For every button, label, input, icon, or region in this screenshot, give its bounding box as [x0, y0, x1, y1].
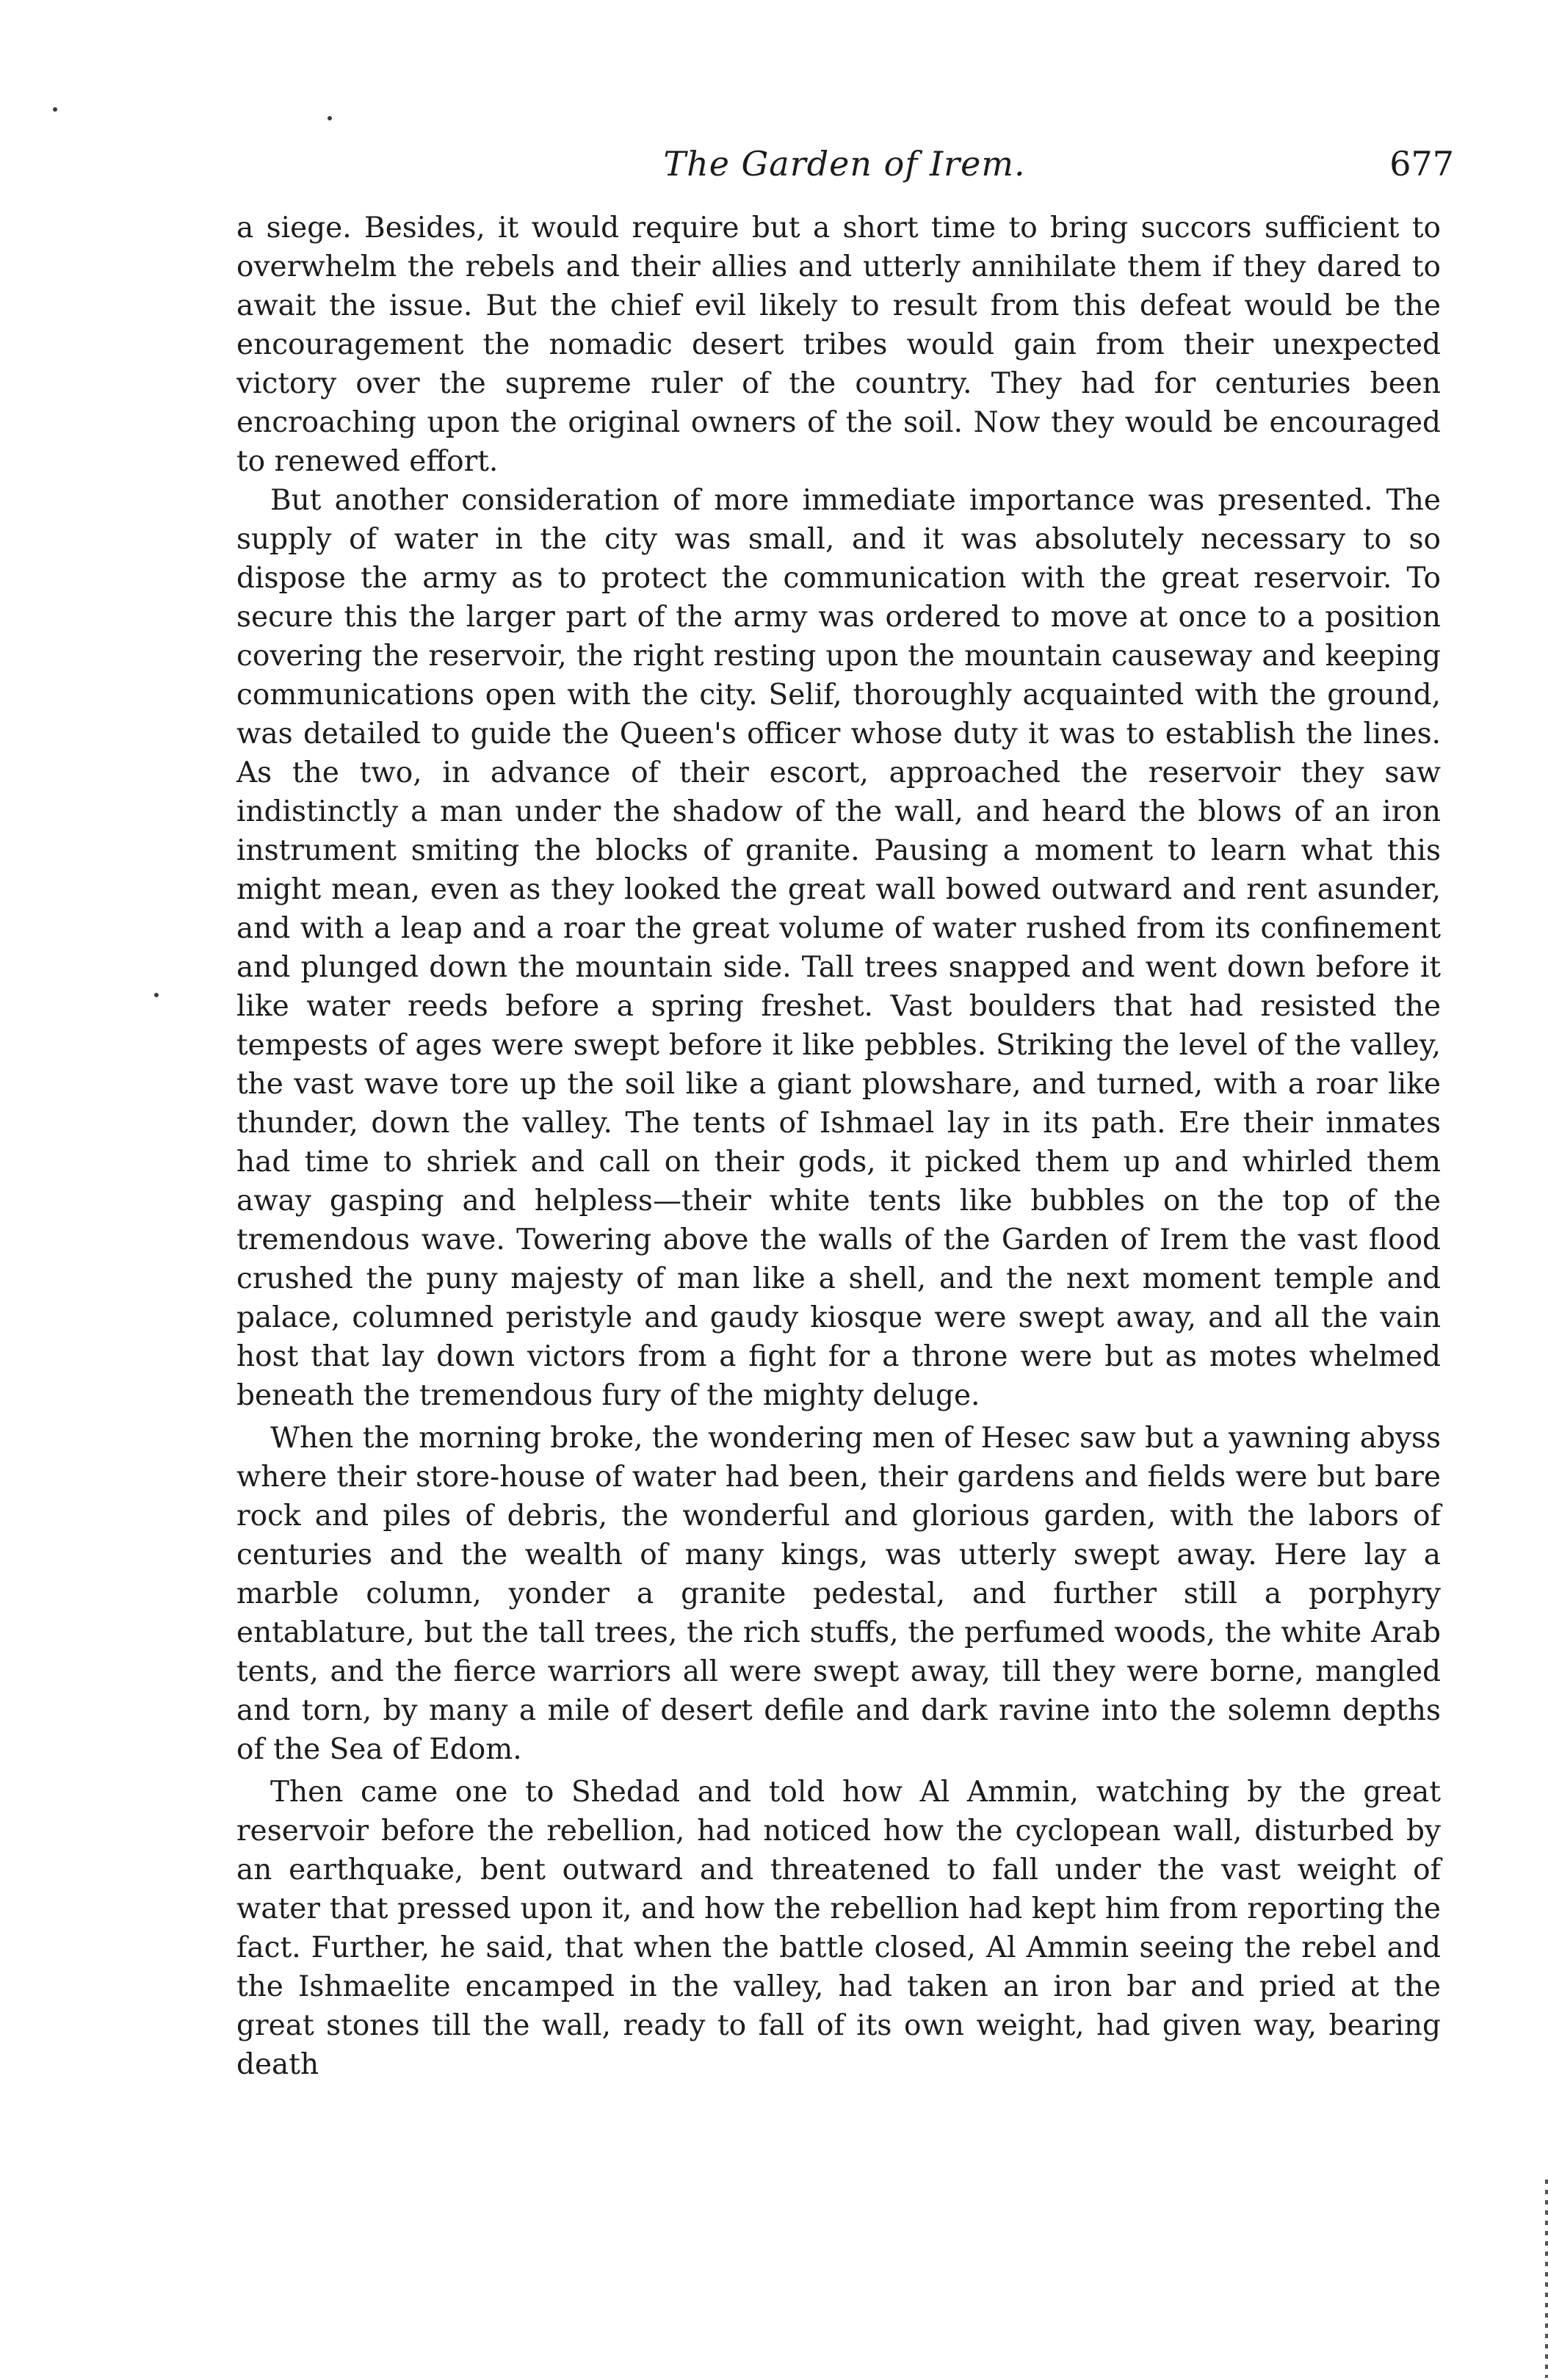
body-text	[236, 209, 1441, 2084]
scan-speck	[154, 993, 159, 997]
running-header	[235, 144, 1454, 195]
scan-speck	[328, 116, 332, 120]
running-title: The Garden of Irem.	[663, 144, 1026, 184]
scan-margin-mark	[1545, 2180, 1548, 2378]
page-number: 677	[1389, 144, 1454, 184]
paragraph-4: Then came one to Shedad and told how Al Ammin, watching by the great reservoir before the rebellion, had noticed how the cyclopean wall, disturbed by an earthquake, bent outward and threatened to fall under the vast weight of water that pressed upon it, and how the rebellion had kept him from reporting the fact. Further, he said, that when the battle closed, Al Ammin seeing the rebel and the Ishmaelite encamped in the valley, had taken an iron bar and pried at the great stones till the wall, ready to fall of its own weight, had given way, bearing death	[236, 1776, 1441, 2081]
paragraph-1: a siege. Besides, it would require but a short time to bring succors sufficient to overwhelm the rebels and their allies and utterly annihilate them if they dared to await the issue. But the chief evil likely to result from this defeat would be the encouragement the nomadic desert tribes would gain from their unexpected victory over the supreme ruler of the country. They had for centuries been encroaching upon the original owners of the soil. Now they would be encouraged to renewed effort.	[236, 211, 1441, 478]
paragraph-2: But another consideration of more immediate importance was presented. The supply of water in the city was small, and it was absolutely necessary to so dispose the army as to protect the communication with the great reservoir. To secure this the larger part of the army was ordered to move at once to a position covering the reservoir, the right resting upon the mountain causeway and keeping communications open with the city. Selif, thoroughly acquainted with the ground, was detailed to guide the Queen's officer whose duty it was to establish the lines. As the two, in advance of their escort, approached the reservoir they saw indistinctly a man under the shadow of the wall, and heard the blows of an iron instrument smiting the blocks of granite. Pausing a moment to learn what this might mean, even as they looked the great wall bowed outward and rent asunder, and with a leap and a roar the great volume of water rushed from its confinement and plunged down the mountain side. Tall trees snapped and went down before it like water reeds before a spring freshet. Vast boulders that had resisted the tempests of ages were swept before it like pebbles. Striking the level of the valley, the vast wave tore up the soil like a giant plowshare, and turned, with a roar like thunder, down the valley. The tents of Ishmael lay in its path. Ere their inmates had time to shriek and call on their gods, it picked them up and whirled them away gasping and helpless—their white tents like bubbles on the top of the tremendous wave. Towering above the walls of the Garden of Irem the vast flood crushed the puny majesty of man like a shell, and the next moment temple and palace, columned peristyle and gaudy kiosque were swept away, and all the vain host that lay down victors from a fight for a throne were but as motes whelmed beneath the tremendous fury of the mighty deluge.	[236, 484, 1441, 1412]
paragraph-3: When the morning broke, the wondering men of Hesec saw but a yawning abyss where their store-house of water had been, their gardens and fields were but bare rock and piles of debris, the wonderful and glorious garden, with the labors of centuries and the wealth of many kings, was utterly swept away. Here lay a marble column, yonder a granite pedestal, and further still a porphyry entablature, but the tall trees, the rich stuffs, the perfumed woods, the white Arab tents, and the fierce warriors all were swept away, till they were borne, mangled and torn, by many a mile of desert defile and dark ravine into the solemn depths of the Sea of Edom.	[236, 1422, 1441, 1766]
scan-speck	[53, 107, 57, 112]
